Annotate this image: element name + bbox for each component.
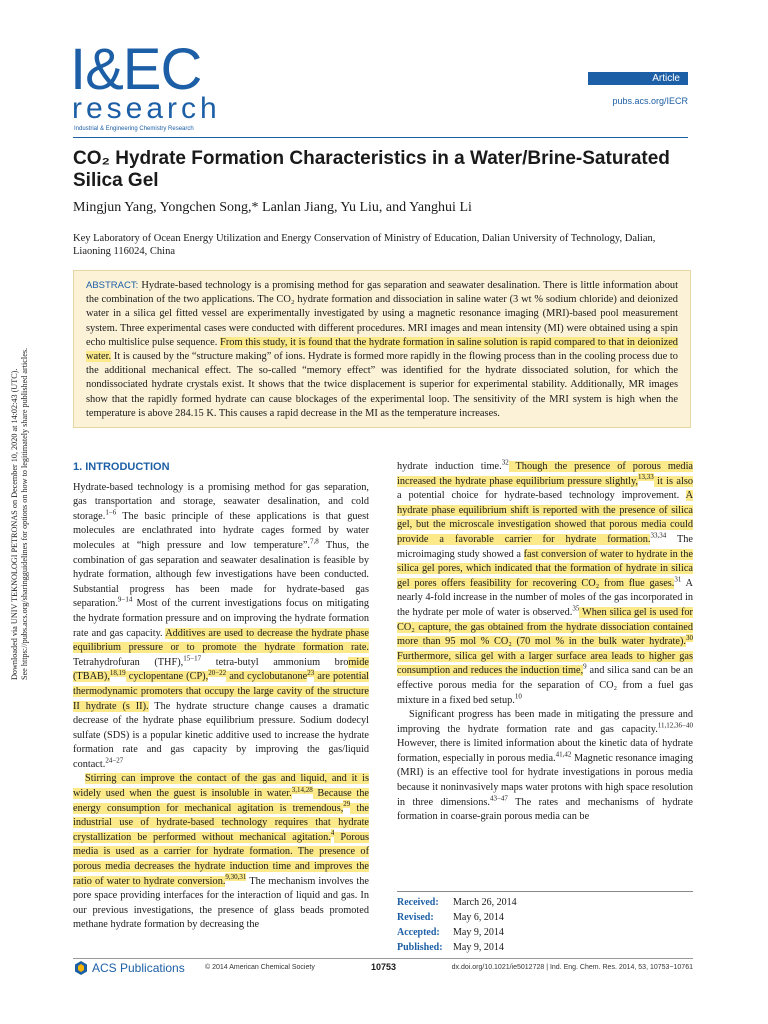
download-notice-line1: Downloaded via UNIV TEKNOLOGI PETRONAS on December 10, 2020 at 14:02:43 (UTC). [10, 368, 19, 680]
intro-paragraph-2: Stirring can improve the contact of the gas and liquid, and it is widely used when the guest is insoluble in water.$^{3,14,28}$ Because the energy consumption for mechanical agitation is tremendous,$^{29}$ the industrial use of hydrate-based technology requires that hydrate crystallization be performed without mechanical agitation.$^4$ Porous media is used as a carrier for hydrate formation. The presence of porous media decreases the hydrate induction time and improves the ratio of water to hydrate conversion.$^{9,30,31}$ The mechanism involves the pore space providing interfaces for the interaction of liquid and gas. In our previous investigations, the presence of glass beads promoted methane hydrate formation by decreasing the [73, 773, 370, 931]
footer-rule [73, 958, 693, 959]
download-notice [10, 340, 30, 680]
acs-publications-label: ACS Publications [92, 961, 185, 975]
column-right [397, 460, 693, 825]
intro-paragraph-1: Hydrate-based technology is a promising method for gas separation, gas transportation and storage, seawater desalination, and cold storage.$^{1-6}$ The basic principle of these applications is that guest molecules are enclathrated into hydrate cages formed by water molecules at “high pressure and low temperature”.$^{7,8}$ Thus, the combination of gas separation and seawater desalination is feasible by hydrate formation, although few investigations have been conducted. Substantial progress has been made for hydrate-based gas separation.$^{9-14}$ Most of the current investigations focus on mitigating the hydrate formation pressure and on improving the hydrate formation rate and gas capacity. Additives are used to decrease the hydrate phase equilibrium pressure or to promote the hydrate formation rate. Tetrahydrofuran (THF),$^{15-17}$ tetra-butyl ammonium bromide (TBAB),$^{18,19}$ cyclopentane (CP),$^{20-22}$ and cyclobutanone$^{23}$ are potential thermodynamic promoters that occupy the large cavity of the structure II hydrate (s II). The hydrate structure change causes a dramatic decrease of the hydrate phase equilibrium pressure. Sodium dodecyl sulfate (SDS) is a popular kinetic additive used to increase the hydrate formation rate and gas capacity by improving the gas/liquid contact.$^{24-27}$ [73, 481, 370, 770]
abstract-text-cont: It is caused by the “structure making” of ions. Hydrate is formed more rapidly in the flowing process than in the cooling process due to the additional mechanical effect. The so-called “memory effect” was identified for the hydrate dissociated solution, for which the nondissociated hydrate crystals exist. It shows that the twice displacement is superior for experimental stability. Additionally, MR images show that the rapidly formed hydrate can cause blockages of the experimental loop. The sensitivity of the MRI system is high when the temperature is above 284.15 K. This causes a rapid decrease in the MI as the temperature increases. [86, 351, 678, 419]
article-type-badge: Article [588, 72, 688, 85]
journal-logo-tagline: Industrial & Engineering Chemistry Research [74, 126, 194, 132]
journal-logo-sub: research [72, 92, 221, 125]
copyright: © 2014 American Chemical Society [205, 964, 315, 971]
doi-citation[interactable]: dx.doi.org/10.1021/ie5012728 | Ind. Eng. Chem. Res. 2014, 53, 10753−10761 [451, 964, 693, 971]
abstract-label: ABSTRACT: [86, 280, 139, 291]
acs-hexagon-icon [73, 960, 89, 976]
journal-logo-main: I&EC [70, 37, 202, 102]
page-footer [73, 962, 693, 976]
abstract-highlight: From this study, it is found that the hydrate formation in saline solution is rapid compared to that in deionized water. [86, 336, 678, 363]
journal-url-link[interactable]: pubs.acs.org/IECR [612, 96, 688, 106]
date-received: Received: March 26, 2014 [397, 897, 517, 908]
abstract-text: Hydrate-based technology is a promising method for gas separation and seawater desalination. There is little information about the combination of the two applications. The CO₂ hydrate formation and dissociation in saline water (3 wt % sodium chloride) and deionized water in a silica gel fitted vessel are experimentally investigated by using a magnetic resonance imaging (MRI)-based pool measurement system. Three experimental cases were conducted with different procedures. MRI images and mean intensity (MI) were obtained using a spin echo multislice pulse sequence. [86, 280, 678, 348]
paper-title: CO₂ Hydrate Formation Characteristics in a Water/Brine-Saturated Silica Gel [73, 148, 670, 191]
date-revised: Revised: May 6, 2014 [397, 912, 504, 923]
abstract-box [73, 270, 691, 428]
page-number: 10753 [371, 962, 397, 972]
download-notice-line2[interactable]: See https://pubs.acs.org/sharingguidelines for options on how to legitimately share published articles. [20, 347, 29, 680]
affiliation: Key Laboratory of Ocean Energy Utilization and Energy Conservation of Ministry of Education, Dalian University of Technology, Dalian, Liaoning 116024, China [73, 233, 656, 257]
publication-dates [397, 895, 693, 955]
section-heading-introduction: 1. INTRODUCTION [73, 461, 170, 473]
date-published: Published: May 9, 2014 [397, 942, 504, 953]
dates-rule [397, 891, 693, 892]
header-rule [73, 137, 688, 138]
author-list: Mingjun Yang, Yongchen Song,* Lanlan Jiang, Yu Liu, and Yanghui Li [73, 200, 472, 215]
intro-paragraph-2-cont: hydrate induction time.$^{32}$ Though the presence of porous media increased the hydrate phase equilibrium pressure slightly,$^{13,33}$ it is also a potential choice for hydrate-based technology improvement. A hydrate phase equilibrium shift is reported with the presence of silica gel, but the microscale investigation showed that porous media could provide a favorable carrier for hydrate formation.$^{33,34}$ The microimaging study showed a fast conversion of water to hydrate in the silica gel pores, which indicated that the formation of hydrate in silica gel pores offers feasibility for recovering CO₂ from flue gases.$^{31}$ A nearly 4-fold increase in the number of moles of the gas incorporated in the hydrate per mole of water is observed.$^{35}$ When silica gel is used for CO₂ capture, the gas obtained from the hydrate dissociation contained more than 95 mol % CO₂ (70 mol % in the bulk water hydrate).$^{30}$ Furthermore, silica gel with a larger surface area leads to higher gas consumption and reduces the induction time,$^9$ and silica sand can be an effective porous media for the separation of CO₂ from a fuel gas mixture in a fixed bed setup.$^{10}$ [397, 458, 693, 706]
journal-logo [70, 37, 221, 132]
acs-publications-logo[interactable] [73, 960, 185, 976]
date-accepted: Accepted: May 9, 2014 [397, 927, 504, 938]
intro-paragraph-3: Significant progress has been made in mitigating the pressure and improving the hydrate formation rate and gas capacity.$^{11,12,36-40}$ However, there is limited information about the kinetic data of hydrate formation, especially in porous media.$^{41,42}$ Magnetic resonance imaging (MRI) is an effective tool for hydrate investigations in porous media because it noninvasively maps water protons with high space resolution in three dimensions.$^{43-47}$ The rates and mechanisms of hydrate formation in coarse-grain porous media can be [397, 709, 693, 823]
column-left [73, 460, 369, 933]
